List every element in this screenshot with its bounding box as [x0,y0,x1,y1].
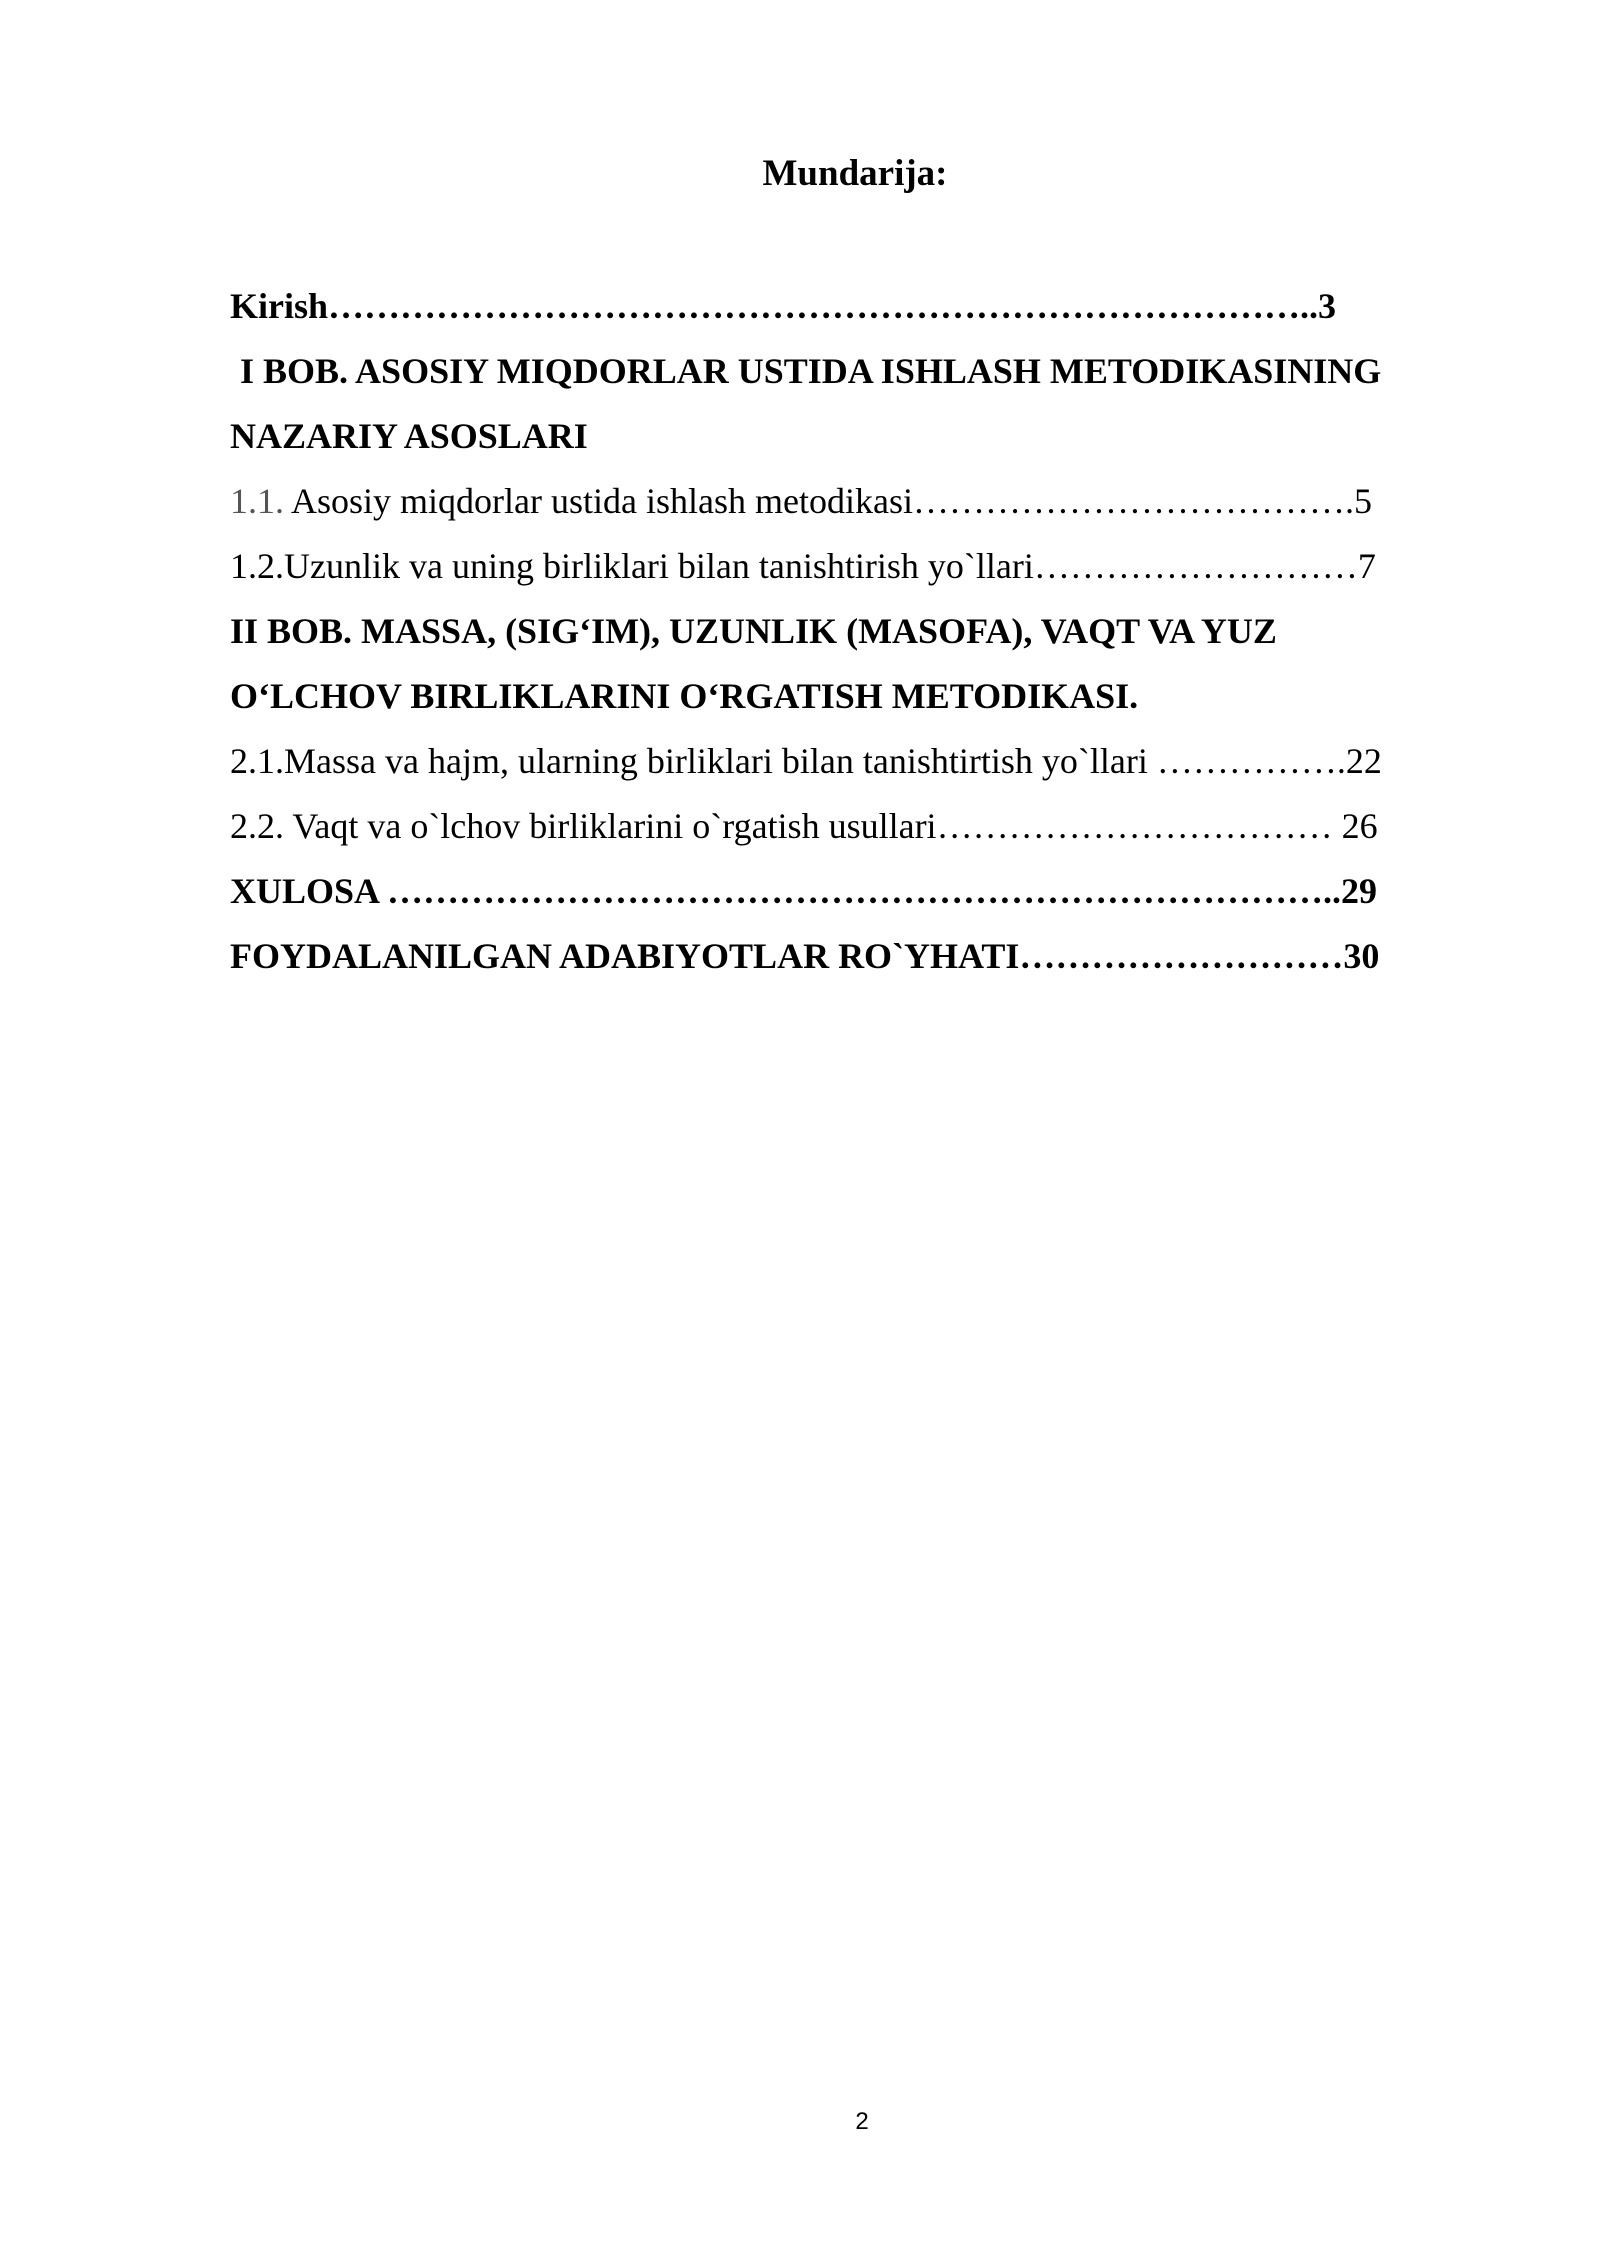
toc-page-number: 30 [1343,936,1380,976]
toc-entry-xulosa[interactable] [230,867,1460,932]
toc-entry-number: 1.1. [230,481,284,521]
toc-dot-leader: …………………………… [936,806,1342,846]
toc-entry-kirish[interactable] [230,282,1460,347]
toc-page-number: 22 [1345,741,1382,781]
toc-chapter-2-heading-line-1[interactable]: II BOB. MASSA, (SIG‘IM), UZUNLIK (MASOFA), VAQT VA YUZ [230,611,1277,651]
toc-dot-leader: ……………………… [1033,546,1358,586]
toc-page-number: 3 [1318,286,1337,326]
toc-page-number: 29 [1341,871,1378,911]
toc-page-number: 5 [1353,481,1372,521]
toc-entry-label: Kirish [230,286,329,326]
toc-page-number: 26 [1341,806,1378,846]
toc-entry-1-2[interactable] [230,542,1460,607]
toc-entry-label: XULOSA [230,871,388,911]
toc-entry-2-2[interactable] [230,802,1460,867]
toc-entry-label: 2.1.Massa va hajm, ularning birliklari bilan tanishtirtish yo`llari [230,741,1157,781]
toc-dot-leader: …………………………………………………………………….. [387,871,1342,911]
toc-page-number: 7 [1357,546,1376,586]
toc-chapter-1-heading-line-2[interactable]: NAZARIY ASOSLARI [230,416,588,456]
toc-entry-label: Asosiy miqdorlar ustida ishlash metodikasi [284,481,913,521]
toc-entry-label: FOYDALANILGAN ADABIYOTLAR RO`YHATI [230,936,1020,976]
page-number-footer: 2 [855,2108,869,2135]
toc-entry-1-1[interactable] [230,477,1460,542]
toc-dot-leader: ……………. [1156,741,1346,781]
table-of-contents [230,282,1460,997]
toc-dot-leader: ……………………… [1019,936,1344,976]
page-title: Mundarija: [762,153,948,194]
toc-entry-2-1[interactable] [230,737,1460,802]
toc-chapter-1-heading-line-1[interactable]: I BOB. ASOSIY MIQDORLAR USTIDA ISHLASH METODIKASINING [240,351,1382,391]
toc-entry-label: 2.2. Vaqt va o`lchov birliklarini o`rgatish usullari [230,806,937,846]
toc-entry-adabiyotlar[interactable] [230,932,1460,997]
toc-dot-leader: ………………………………. [912,481,1354,521]
toc-entry-label: 1.2.Uzunlik va uning birliklari bilan tanishtirish yo`llari [230,546,1034,586]
toc-chapter-2-heading-line-2[interactable]: O‘LCHOV BIRLIKLARINI O‘RGATISH METODIKASI. [230,676,1139,716]
toc-dot-leader: ……………………………………………………………………….. [328,286,1319,326]
